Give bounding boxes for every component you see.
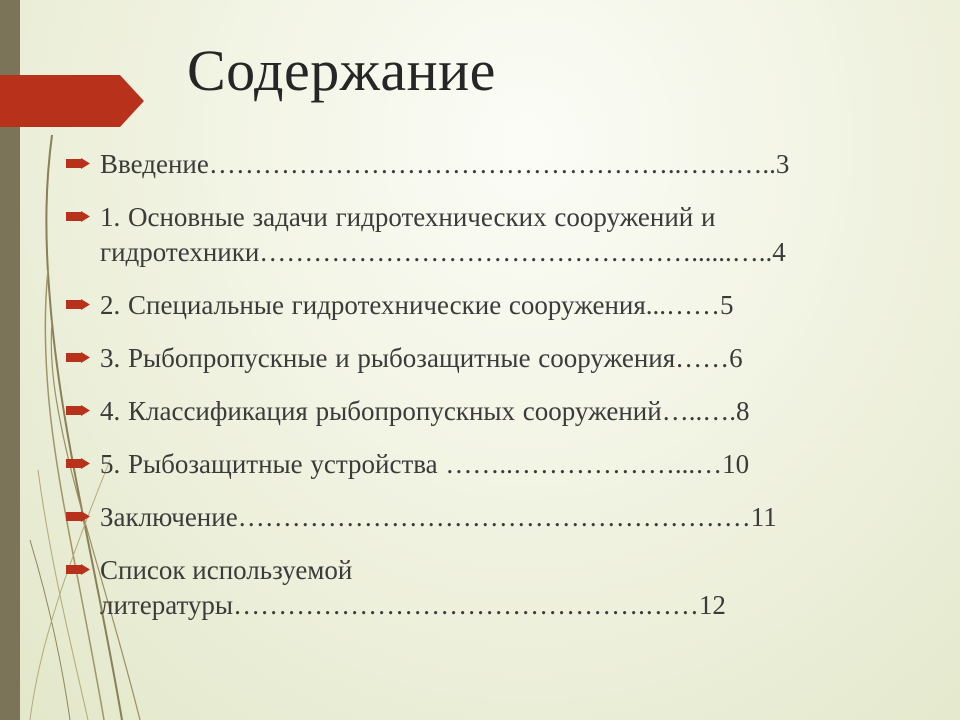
toc-item-references <box>66 553 926 623</box>
arrow-bullet-icon <box>66 352 90 363</box>
toc-item-text: Список используемой литературы……………………………………….……12 <box>100 555 726 620</box>
toc-item-text: Заключение…………………………………………………11 <box>100 502 777 532</box>
arrow-bullet-icon <box>66 458 90 469</box>
slide-title: Содержание <box>187 38 496 103</box>
toc-item-4 <box>66 394 926 429</box>
toc-item-text: 4. Классификация рыбопропускных сооружений…..….8 <box>100 396 750 426</box>
toc-item-introduction <box>66 147 926 182</box>
toc-item-text: 2. Специальные гидротехнические сооружения...……5 <box>100 290 734 320</box>
toc-item-2 <box>66 288 926 323</box>
arrow-bullet-icon <box>66 158 90 169</box>
arrow-bullet-icon <box>66 211 90 222</box>
toc-item-1 <box>66 200 926 270</box>
arrow-bullet-icon <box>66 564 90 575</box>
arrow-bullet-icon <box>66 405 90 416</box>
toc-item-text: 5. Рыбозащитные устройства ……..………………...…10 <box>100 449 750 479</box>
toc-item-text: Введение……………………………………………..………..3 <box>100 149 790 179</box>
toc-item-conclusion <box>66 500 926 535</box>
table-of-contents <box>66 147 926 623</box>
toc-item-text: 3. Рыбопропускные и рыбозащитные сооружения……6 <box>100 343 743 373</box>
toc-item-5 <box>66 447 926 482</box>
arrow-bullet-icon <box>66 299 90 310</box>
title-accent-tab <box>0 75 144 127</box>
toc-item-text: 1. Основные задачи гидротехнических сооружений и гидротехники…………………………………………......…..4 <box>100 202 786 267</box>
arrow-bullet-icon <box>66 511 90 522</box>
toc-item-3 <box>66 341 926 376</box>
